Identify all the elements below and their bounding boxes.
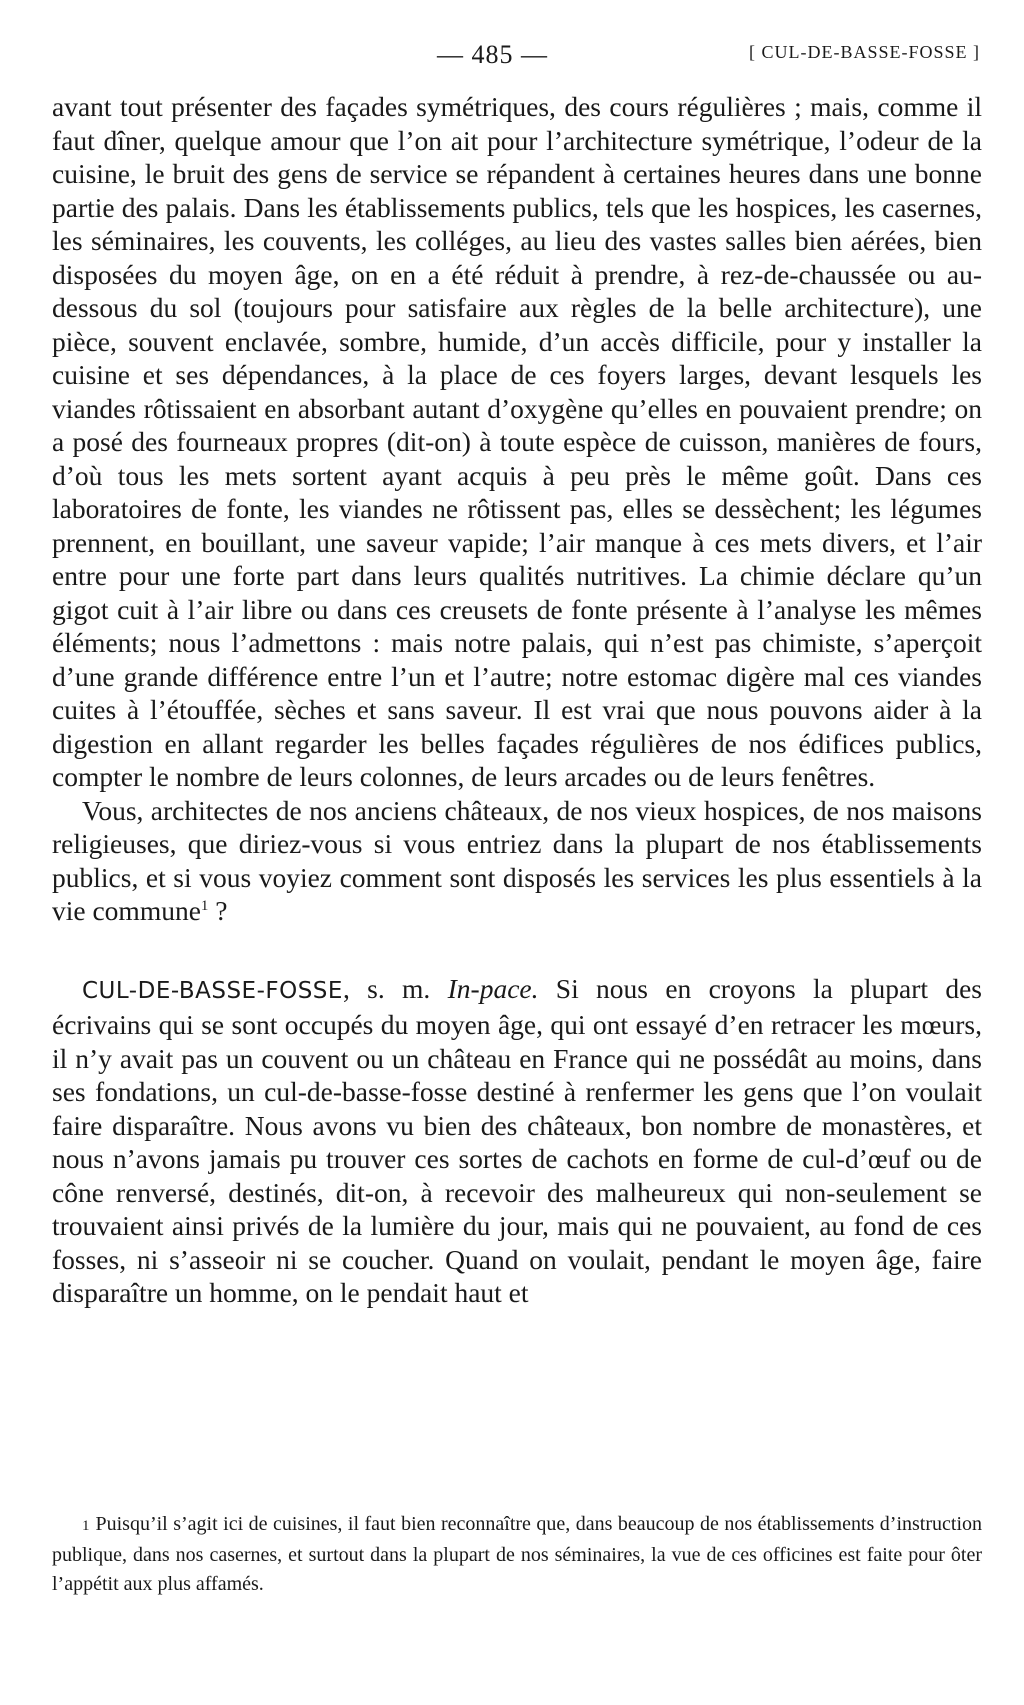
footnote-reference[interactable]: 1 bbox=[200, 897, 209, 914]
footnotes bbox=[52, 1510, 982, 1599]
page-number: — 485 — bbox=[437, 40, 548, 69]
footnote-1 bbox=[52, 1510, 982, 1599]
running-head: [ CUL-DE-BASSE-FOSSE ] bbox=[748, 42, 980, 62]
footnote-mark: 1 bbox=[82, 1518, 90, 1534]
body-text bbox=[52, 90, 982, 1310]
book-page bbox=[52, 32, 992, 1672]
entry-grammar: , s. m. bbox=[342, 972, 431, 1004]
entry-text: Si nous en croyons la plupart des écrivains qui se sont occupés du moyen âge, qui ont essayé d’en retracer les mœurs, il n’y avait pas un couvent ou un château en France qui ne possédât au moins, dans ses fondations, un cul-de-basse-fosse destiné à renfermer les gens que l’on voulait faire disparaître. Nous avons vu bien des châteaux, bon nombre de monastères, et nous n’avons jamais pu trouver ces sortes de cachots en forme de cul-d’œuf ou de cône renversé, destinés, dit-on, à recevoir des malheureux qui non-seulement se trouvaient ainsi privés de la lumière du jour, mais qui ne pouvaient, au fond de ces fosses, ni s’asseoir ni se coucher. Quand on voulait, pendant le moyen âge, faire disparaître un homme, on le pendait haut et bbox=[52, 972, 983, 1308]
footnote-text: Puisqu’il s’agit ici de cuisines, il faut bien reconnaître que, dans beaucoup de nos établissements d’instruction publique, dans nos casernes, et surtout dans la plupart de nos séminaires, la vue de ces officines est faite pour ôter l’appétit aux plus affamés. bbox=[52, 1513, 982, 1595]
paragraph-2 bbox=[52, 794, 982, 928]
page-header bbox=[52, 32, 992, 72]
paragraph-1: avant tout présenter des façades symétriques, des cours régulières ; mais, comme il faut dîner, quelque amour que l’on ait pour l’architecture symétrique, l’odeur de la cuisine, le bruit des gens de service se répandent à certaines heures dans une bonne partie des palais. Dans les établissements publics, tels que les hospices, les casernes, les séminaires, les couvents, les colléges, au lieu des vastes salles bien aérées, bien disposées du moyen âge, on en a été réduit à prendre, à rez-de-chaussée ou au-dessous du sol (toujours pour satisfaire aux règles de la belle architecture), une pièce, souvent enclavée, sombre, humide, d’un accès difficile, pour y installer la cuisine et ses dépendances, à la place de ces foyers larges, devant lesquels les viandes rôtissaient en absorbant autant d’oxygène qu’elles en pouvaient prendre; on a posé des fourneaux propres (dit-on) à toute espèce de cuisson, manières de fours, d’où tous les mets sortent ayant acquis à peu près le même goût. Dans ces laboratoires de fonte, les viandes ne rôtissent pas, elles se dessèchent; les légumes prennent, en bouillant, une saveur vapide; l’air manque à ces mets divers, et l’air entre pour une forte part dans leurs qualités nutritives. La chimie déclare qu’un gigot cuit à l’air libre ou dans ces creusets de fonte présente à l’analyse les mêmes éléments; nous l’admettons : mais notre palais, qui n’est pas chimiste, s’aperçoit d’une grande différence entre l’un et l’autre; notre estomac digère mal ces viandes cuites à l’étouffée, sèches et sans saveur. Il est vrai que nous pouvons aider à la digestion en allant regarder les belles façades régulières de nos édifices publics, compter le nombre de leurs colonnes, de leurs arcades ou de leurs fenêtres. bbox=[52, 91, 982, 792]
paragraph-2-text: Vous, architectes de nos anciens châteaux, de nos vieux hospices, de nos maisons religieuses, que diriez-vous si vous entriez dans la plupart de nos établissements publics, et si vous voyiez comment sont disposés les services les plus essentiels à la vie commune bbox=[52, 794, 982, 926]
dictionary-entry bbox=[52, 972, 982, 1310]
paragraph-2-end: ? bbox=[208, 895, 228, 926]
entry-headword: CUL-DE-BASSE-FOSSE bbox=[82, 977, 343, 1004]
entry-synonym: In-pace. bbox=[447, 972, 539, 1004]
